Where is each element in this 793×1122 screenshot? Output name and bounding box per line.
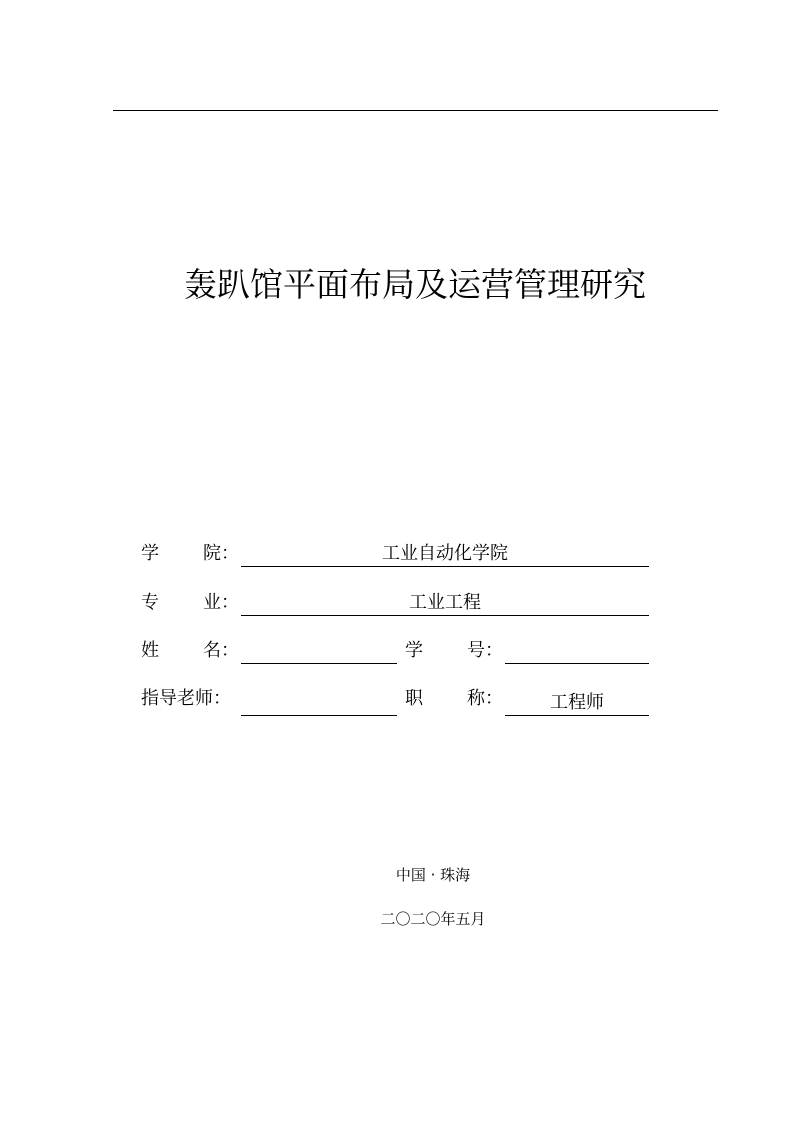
student-id-field[interactable]: [505, 639, 649, 664]
title-rank-colon: ：: [485, 688, 503, 709]
advisor-field[interactable]: [241, 691, 397, 716]
name-label: 姓 名: [141, 640, 221, 661]
advisor-label: 指导老师: [141, 688, 213, 709]
footer-date: 二〇二〇年五月: [380, 910, 486, 928]
advisor-colon: ：: [213, 688, 231, 709]
college-colon: ：: [221, 543, 239, 564]
thesis-title: 轰趴馆平面布局及运营管理研究: [184, 265, 646, 304]
header-rule: [113, 110, 718, 111]
college-field[interactable]: 工业自动化学院: [241, 542, 649, 567]
name-colon: ：: [221, 640, 239, 661]
title-rank-label: 职 称: [405, 688, 485, 709]
major-label: 专 业: [141, 592, 221, 613]
student-id-colon: ：: [485, 640, 503, 661]
student-id-label: 学 号: [405, 640, 485, 661]
major-field[interactable]: 工业工程: [241, 591, 649, 616]
college-label: 学 院: [141, 543, 221, 564]
title-rank-field[interactable]: 工程师: [505, 691, 649, 716]
footer-place: 中国 · 珠海: [395, 866, 471, 884]
major-colon: ：: [221, 592, 239, 613]
name-field[interactable]: [241, 639, 397, 664]
